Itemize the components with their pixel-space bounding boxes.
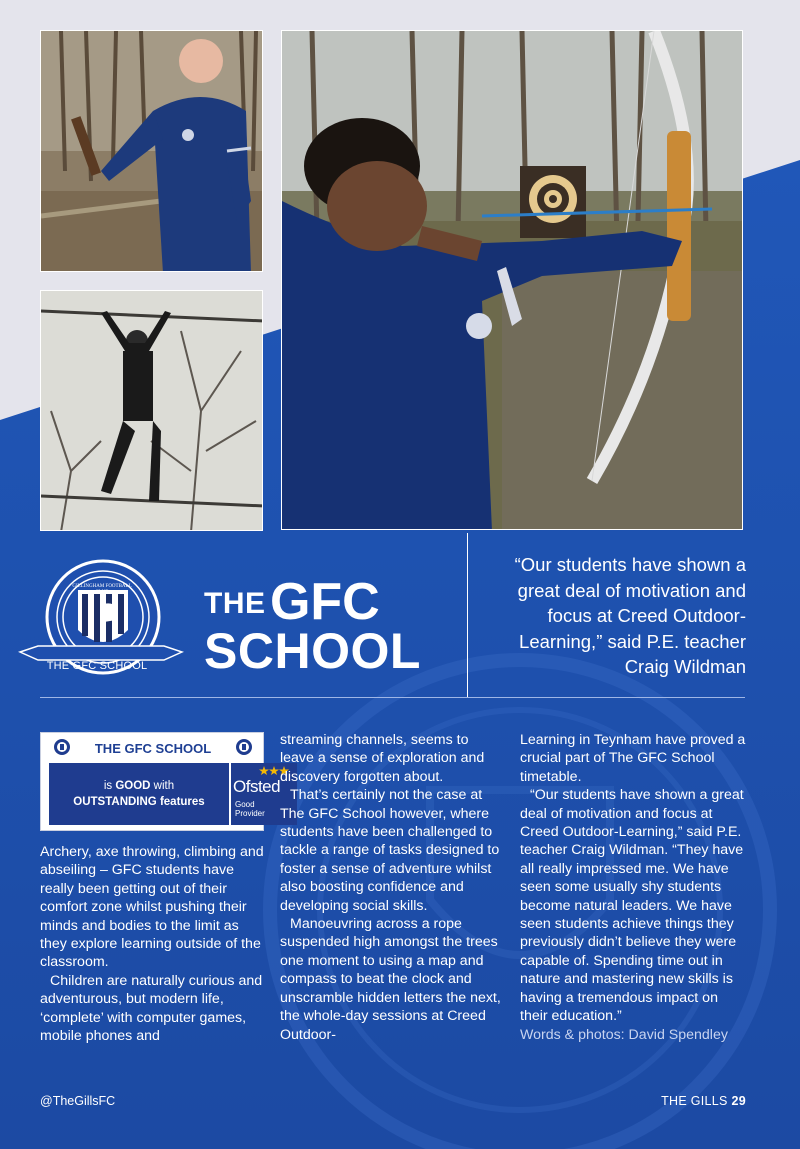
title-divider-horizontal [40,697,745,698]
pull-quote: “Our students have shown a great deal of motivation and focus at Creed Outdoor-Learning,” said P.E. teacher Craig Wildman [514,554,746,677]
verdict-post: with [150,780,175,792]
article-paragraph: “Our students have shown a great deal of motivation and focus at Creed Outdoor-Learning,” said P.E. teacher Craig Wildman. “They have all really impressed me. We have seen some usually shy students become natural leaders. We have seen students achieve things they previously didn’t believe they were capable of. Spending time out in nature and mastering new skills is having a tremendous impact on their education.” [520,787,744,1025]
magazine-name: THE GILLS [661,1094,728,1108]
article-paragraph: Manoeuvring across a rope suspended high amongst the trees one moment to using a map and compass to beat the clock and unscramble hidden letters the next, the whole-day sessions at Creed Outdoor- [280,916,501,1043]
ofsted-verdict [49,763,229,825]
article-paragraph: Archery, axe throwing, climbing and abseiling – GFC students have really been getting out of their comfort zone whilst pushing their minds and bodies to the limit as they explore learning outside of the classroom. [40,844,264,971]
photo-axe-throwing [40,30,263,272]
article-column-3 [520,731,748,1044]
article-column-1 [40,843,266,1045]
verdict-pre: is [103,780,116,792]
title-divider-vertical [467,533,468,697]
ofsted-rating-text [235,800,265,818]
article-paragraph: Children are naturally curious and adventurous, but modern life, ‘complete’ with computer games, mobile phones and [40,972,263,1045]
ofsted-word: Ofsted [233,777,281,796]
social-handle: @TheGillsFC [40,1094,116,1108]
title-gfc: GFC [269,573,380,631]
crest-label: THE GFC SCHOOL [46,660,148,672]
photo-rope-course [40,290,263,531]
ofsted-rating-provider: Provider [235,809,265,818]
article-paragraph: That’s certainly not the case at The GFC School however, where students have been challenged to tackle a range of tasks designed to foster a sense of adventure whilst also boosting confidence and developing social skills. [280,787,500,914]
page-title [204,573,464,679]
photo-archery [281,30,743,530]
page-number: 29 [731,1094,746,1108]
verdict-good: GOOD [115,780,151,792]
article-paragraph: streaming channels, seems to leave a sense of exploration and discovery forgotten about. [280,732,485,785]
title-school: SCHOOL [204,623,421,679]
article-paragraph: Learning in Teynham have proved a crucial part of The GFC School timetable. [520,732,746,785]
ofsted-school-title: THE GFC SCHOOL [94,741,212,756]
page-footer [600,1094,746,1108]
crest-ring-text: GILLINGHAM FOOTBALL CLUB [72,584,132,595]
photo-credit: Words & photos: David Spendley [520,1026,728,1043]
article-column-2 [280,731,504,1044]
verdict-outstanding: OUTSTANDING features [73,796,205,808]
mini-crest-right-icon [235,738,253,756]
title-the: THE [204,587,266,620]
ofsted-rating-good: Good [235,800,255,809]
ofsted-rating-box [40,732,281,831]
